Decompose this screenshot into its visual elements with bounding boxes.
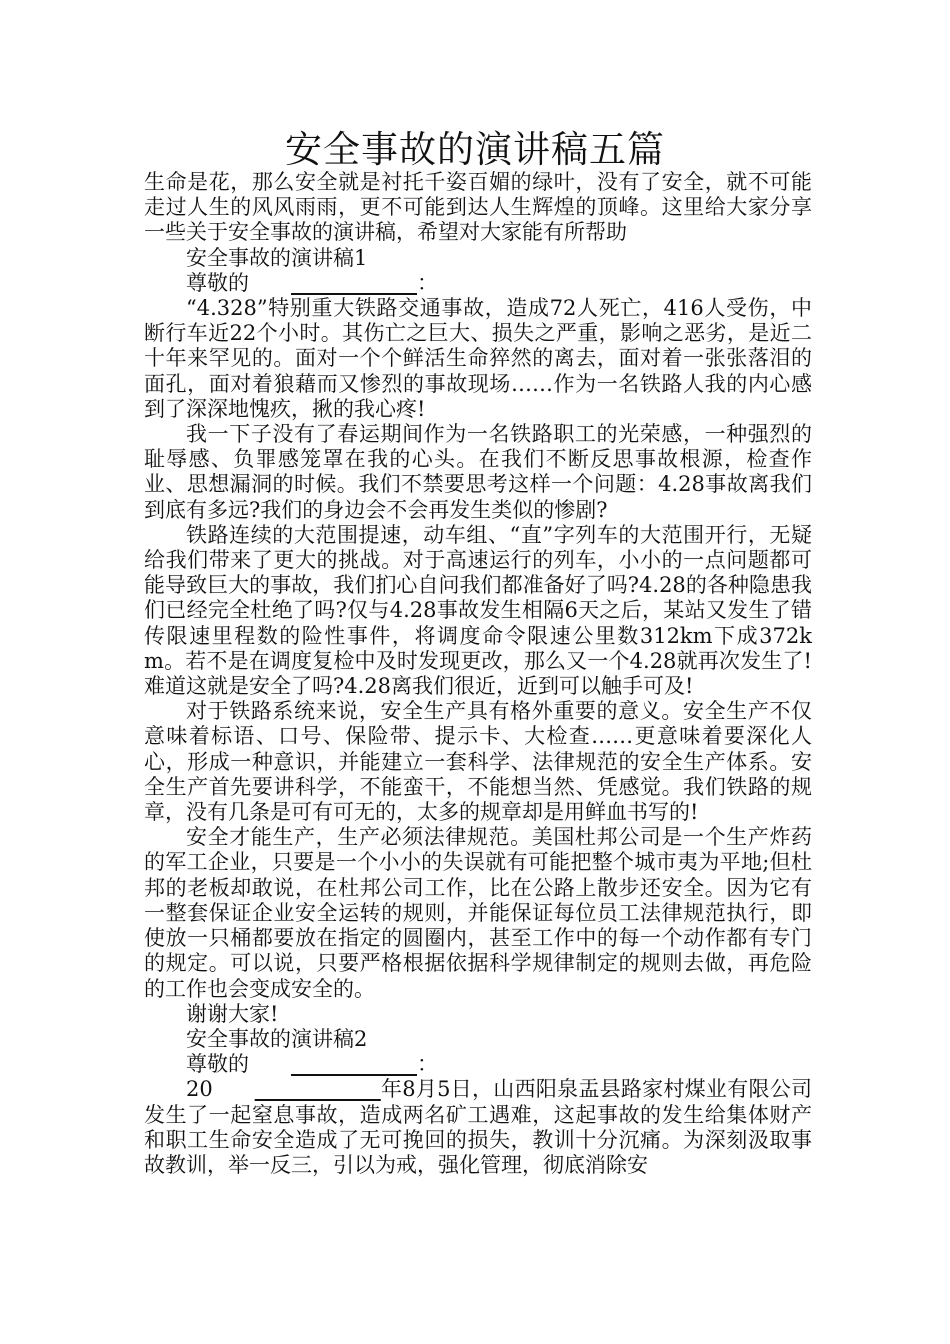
salutation-prefix: 尊敬的 [186, 270, 249, 295]
speech2-paragraph [144, 1077, 812, 1178]
salutation-blank: ____________ [291, 270, 417, 295]
document-body [144, 170, 812, 1178]
speech1-paragraph: 安全才能生产，生产必须法律规范。美国杜邦公司是一个生产炸药的军工企业，只要是一个小小的失误就有可能把整个城市夷为平地;但杜邦的老板却敢说，在杜邦公司工作，比在公路上散步还安全。因为它有一整套保证企业安全运转的规则，并能保证每位员工法律规范执行，即使放一只桶都要放在指定的圆圈内，甚至工作中的每一个动作都有专门的规定。可以说，只要严格根据依据科学规律制定的规则去做，再危险的工作也会变成安全的。 [144, 825, 812, 1001]
speech1-paragraph: “4.328”特别重大铁路交通事故，造成72人死亡，416人受伤，中断行车近22个小时。其伤亡之巨大、损失之严重，影响之恶劣，是近二十年来罕见的。面对一个个鲜活生命猝然的离去，面对着一张张落泪的面孔，面对着狼藉而又惨烈的事故现场……作为一名铁路人我的内心感到了深深地愧疚，揪的我心疼! [144, 296, 812, 421]
speech1-paragraph: 对于铁路系统来说，安全生产具有格外重要的意义。安全生产不仅意味着标语、口号、保险带、提示卡、大检查……更意味着要深化人心，形成一种意识，并能建立一套科学、法律规范的安全生产体系。安全生产首先要讲科学，不能蛮干，不能想当然、凭感觉。我们铁路的规章，没有几条是可有可无的，太多的规章却是用鲜血书写的! [144, 699, 812, 825]
speech1-paragraph: 我一下子没有了春运期间作为一名铁路职工的光荣感，一种强烈的耻辱感、负罪感笼罩在我的心头。在我们不断反思事故根源，检查作业、思想漏洞的时候。我们不禁要思考这样一个问题：4.28事故离我们到底有多远?我们的身边会不会再发生类似的惨剧? [144, 422, 812, 522]
speech1-closing: 谢谢大家! [186, 1001, 279, 1026]
salutation-suffix: ： [417, 270, 438, 295]
speech1-heading: 安全事故的演讲稿1 [186, 245, 368, 270]
intro-paragraph: 生命是花，那么安全就是衬托千姿百媚的绿叶，没有了安全，就不可能走过人生的风风雨雨，更不可能到达人生辉煌的顶峰。这里给大家分享一些关于安全事故的演讲稿，希望对大家能有所帮助 [144, 170, 812, 245]
speech2-heading: 安全事故的演讲稿2 [186, 1026, 368, 1051]
date-prefix: 20 [186, 1077, 213, 1102]
salutation-suffix: ： [417, 1052, 438, 1077]
date-blank: ____________ [254, 1077, 381, 1102]
salutation-blank: ____________ [291, 1052, 417, 1077]
speech2-salutation [144, 1052, 812, 1077]
document-title: 安全事故的演讲稿五篇 [285, 128, 665, 171]
speech1-salutation [144, 271, 812, 296]
salutation-prefix: 尊敬的 [186, 1052, 249, 1077]
speech1-paragraph: 铁路连续的大范围提速，动车组、“直”字列车的大范围开行，无疑给我们带来了更大的挑战。对于高速运行的列车，小小的一点问题都可能导致巨大的事故，我们扪心自问我们都准备好了吗?4.28的各种隐患我们已经完全杜绝了吗?仅与4.28事故发生相隔6天之后，某站又发生了错传限速里程数的险性事件，将调度命令限速公里数312km下成372km。若不是在调度复检中及时发现更改，那么又一个4.28就再次发生了!难道这就是安全了吗?4.28离我们很近，近到可以触手可及! [144, 522, 812, 699]
paragraph-text: 年8月5日，山西阳泉盂县路家村煤业有限公司发生了一起窒息事故，造成两名矿工遇难，这起事故的发生给集体财产和职工生命安全造成了无可挽回的损失，教训十分沉痛。为深刻汲取事故教训，举一反三，引以为戒，强化管理，彻底消除安 [144, 1077, 812, 1177]
